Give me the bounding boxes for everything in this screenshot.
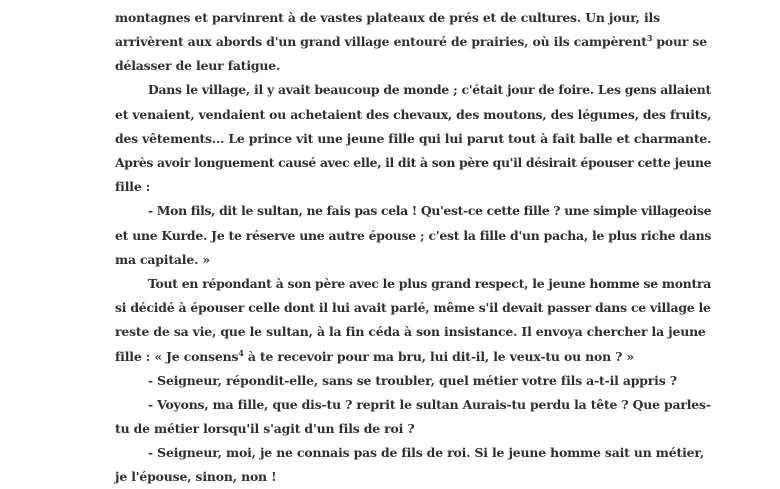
line-text: arrivèrent aux abords d'un grand village entouré de prairies, où ils campèrent bbox=[115, 34, 647, 49]
line-text: tu de métier lorsqu'il s'agit d'un fils de roi ? bbox=[115, 421, 415, 436]
document-line bbox=[115, 175, 711, 199]
line-text-continued: pour se bbox=[652, 34, 707, 49]
line-text: Tout en répondant à son père avec le plus grand respect, le jeune homme se montra bbox=[148, 276, 712, 291]
line-text: - Voyons, ma fille, que dis-tu ? reprit le sultan Aurais-tu perdu la tête ? Que parles- bbox=[148, 397, 711, 412]
document-line bbox=[115, 465, 711, 489]
line-text: Après avoir longuement causé avec elle, il dit à son père qu'il désirait épouser cette jeune bbox=[115, 155, 712, 170]
footnote-marker: 3 bbox=[646, 32, 653, 43]
line-text: - Seigneur, moi, je ne connais pas de fils de roi. Si le jeune homme sait un métier, bbox=[148, 445, 704, 460]
document-line bbox=[115, 54, 711, 78]
document-line bbox=[148, 78, 711, 102]
line-text: délasser de leur fatigue. bbox=[115, 58, 281, 73]
line-text: Dans le village, il y avait beaucoup de monde ; c'était jour de foire. Les gens allaient bbox=[148, 82, 711, 97]
line-text: si décidé à épouser celle dont il lui avait parlé, même s'il devait passer dans ce village le bbox=[115, 300, 711, 315]
line-text: des vêtements... Le prince vit une jeune fille qui lui parut tout à fait balle et charmante. bbox=[115, 131, 712, 146]
document-line bbox=[148, 393, 711, 417]
line-text: - Seigneur, répondit-elle, sans se troubler, quel métier votre fils a-t-il appris ? bbox=[148, 373, 677, 388]
document-line bbox=[115, 127, 711, 151]
document-line bbox=[115, 151, 711, 175]
line-text: fille : « Je consens bbox=[115, 349, 239, 364]
line-text: montagnes et parvinrent à de vastes plateaux de prés et de cultures. Un jour, ils bbox=[115, 10, 660, 25]
document-line bbox=[115, 30, 711, 54]
line-text: ma capitale. » bbox=[115, 252, 211, 267]
document-line bbox=[115, 296, 711, 320]
document-line bbox=[115, 248, 711, 272]
line-text: - Mon fils, dit le sultan, ne fais pas cela ! Qu'est-ce cette fille ? une simple villageoise bbox=[148, 203, 712, 218]
document-line bbox=[148, 199, 711, 223]
document-line bbox=[115, 224, 711, 248]
document-line bbox=[115, 417, 711, 441]
line-text: fille : bbox=[115, 179, 151, 194]
line-text-continued: à te recevoir pour ma bru, lui dit-il, le veux-tu ou non ? » bbox=[243, 349, 634, 364]
line-text: reste de sa vie, que le sultan, à la fin céda à son insistance. Il envoya chercher la jeune bbox=[115, 324, 706, 339]
document-line bbox=[115, 6, 711, 30]
document-line bbox=[115, 345, 711, 369]
document-line bbox=[115, 103, 711, 127]
document-line bbox=[148, 369, 711, 393]
document-line bbox=[115, 320, 711, 344]
document-line bbox=[148, 441, 711, 465]
line-text: et venaient, vendaient ou achetaient des chevaux, des moutons, des légumes, des fruits, bbox=[115, 107, 712, 122]
line-text: je l'épouse, sinon, non ! bbox=[115, 469, 277, 484]
document-line bbox=[148, 272, 711, 296]
footnote-marker: 4 bbox=[238, 347, 244, 358]
line-text: et une Kurde. Je te réserve une autre épouse ; c'est la fille d'un pacha, le plus riche dans bbox=[115, 228, 712, 243]
